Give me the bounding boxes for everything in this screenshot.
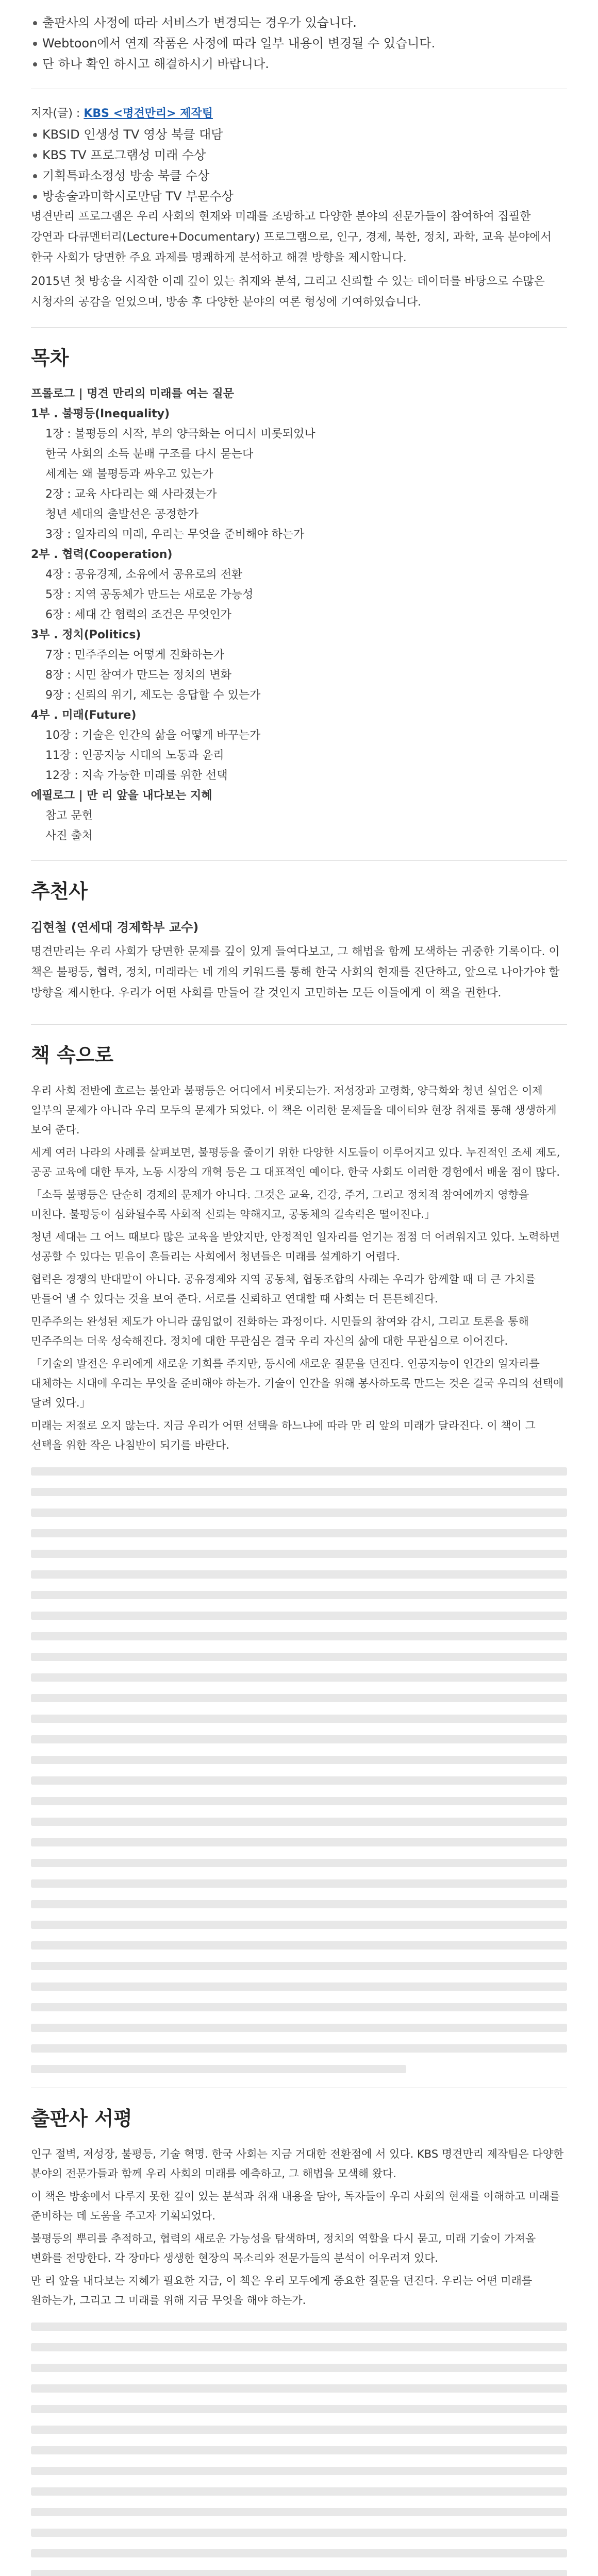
divider <box>31 327 567 328</box>
text-line-placeholder <box>31 2467 567 2475</box>
toc-chapter: 3부 . 정치(Politics) <box>31 629 141 641</box>
text-line-placeholder <box>31 1488 567 1496</box>
toc-entry: 7장 : 민주주의는 어떻게 진화하는가 <box>45 649 224 662</box>
text-line-placeholder <box>31 1694 567 1702</box>
text-line-placeholder <box>31 2487 567 2496</box>
toc-entry: 4장 : 공유경제, 소유에서 공유로의 전환 <box>45 568 243 581</box>
text-line-placeholder <box>31 1797 567 1805</box>
toc-entry: 9장 : 신뢰의 위기, 제도는 응답할 수 있는가 <box>45 689 261 702</box>
text-line-placeholder <box>31 1673 567 1682</box>
text-line-placeholder <box>31 1529 567 1537</box>
text-line-placeholder <box>31 2570 567 2576</box>
toc-entry: 6장 : 세대 간 협력의 조건은 무엇인가 <box>45 608 231 621</box>
book-detail-page <box>31 0 567 2576</box>
notice-item: Webtoon에서 연재 작품은 사정에 따라 일부 내용이 변경될 수 있습니다. <box>31 33 567 54</box>
author-label: 저자(글) <box>31 107 73 120</box>
excerpt-continued-text <box>31 1467 567 2073</box>
excerpt-paragraph: 세계 여러 나라의 사례를 살펴보면, 불평등을 줄이기 위한 다양한 시도들이 이루어지고 있다. 누진적인 조세 제도, 공공 교육에 대한 투자, 노동 시장의 개혁 등은 그 대표적인 예이다. 한국 사회도 이러한 경험에서 배울 점이 많다. <box>31 1146 560 1178</box>
publisher-review-paragraph: 이 책은 방송에서 다루지 못한 깊이 있는 분석과 취재 내용을 담아, 독자들이 우리 사회의 현재를 이해하고 미래를 준비하는 데 도움을 주고자 기획되었다. <box>31 2190 560 2222</box>
toc-entry: 청년 세대의 출발선은 공정한가 <box>45 508 199 521</box>
text-line-placeholder <box>31 1467 567 1476</box>
toc-title: 목차 <box>31 347 69 369</box>
text-line-placeholder <box>31 2384 567 2393</box>
toc-entry: 세계는 왜 불평등과 싸우고 있는가 <box>45 468 213 481</box>
award-item: 방송술과미학시로만담 TV 부문수상 <box>31 186 567 207</box>
toc-entry: 5장 : 지역 공동체가 만드는 새로운 가능성 <box>45 588 254 601</box>
text-line-placeholder <box>31 1612 567 1620</box>
text-line-placeholder <box>31 1838 567 1846</box>
divider <box>31 860 567 861</box>
text-line-placeholder <box>31 1715 567 1723</box>
text-line-placeholder <box>31 1756 567 1764</box>
author-section <box>31 104 567 313</box>
text-line-placeholder <box>31 1570 567 1579</box>
text-line-placeholder <box>31 1550 567 1558</box>
publisher-review-continued-text <box>31 2323 567 2576</box>
text-line-placeholder <box>31 2024 567 2032</box>
toc-chapter: 4부 . 미래(Future) <box>31 709 137 722</box>
text-line-placeholder <box>31 2364 567 2372</box>
excerpt-section <box>31 1039 567 2073</box>
author-awards-list <box>31 124 567 207</box>
toc-chapter: 프롤로그 | 명견 만리의 미래를 여는 질문 <box>31 387 235 400</box>
notice-item: 출판사의 사정에 따라 서비스가 변경되는 경우가 있습니다. <box>31 12 567 33</box>
text-line-placeholder <box>31 2529 567 2537</box>
text-line-placeholder <box>31 1879 567 1888</box>
text-line-placeholder <box>31 1900 567 1908</box>
toc-entry: 12장 : 지속 가능한 미래를 위한 선택 <box>45 769 228 782</box>
toc-chapter: 2부 . 협력(Cooperation) <box>31 548 173 561</box>
author-name-link[interactable]: KBS <명견만리> 제작팀 <box>84 107 213 120</box>
text-line-placeholder <box>31 1921 567 1929</box>
text-line-placeholder <box>31 1735 567 1743</box>
text-line-placeholder <box>31 2343 567 2351</box>
award-item: KBSID 인생성 TV 영상 북클 대담 <box>31 124 567 145</box>
toc-entry: 10장 : 기술은 인간의 삶을 어떻게 바꾸는가 <box>45 729 261 742</box>
recommendation-text: 명견만리는 우리 사회가 당면한 문제를 깊이 있게 들여다보고, 그 해법을 함께 모색하는 귀중한 기록이다. 이 책은 불평등, 협력, 정치, 미래라는 네 개의 키워드를 통해 한국 사회의 현재를 진단하고, 앞으로 나아가야 할 방향을 제시한다. 우리가 어떤 사회를 만들어 갈 것인지 고민하는 모든 이들에게 이 책을 권한다. <box>31 945 560 999</box>
excerpt-title: 책 속으로 <box>31 1044 114 1066</box>
toc-entry: 1장 : 불평등의 시작, 부의 양극화는 어디서 비롯되었나 <box>45 428 315 440</box>
text-line-placeholder <box>31 2065 406 2073</box>
text-line-placeholder <box>31 2405 567 2413</box>
text-line-placeholder <box>31 2508 567 2516</box>
text-line-placeholder <box>31 1859 567 1867</box>
excerpt-paragraph: 「소득 불평등은 단순히 경제의 문제가 아니다. 그것은 교육, 건강, 주거, 그리고 정치적 참여에까지 영향을 미친다. 불평등이 심화될수록 사회적 신뢰는 약해지고, 공동체의 결속력은 떨어진다.」 <box>31 1189 529 1221</box>
divider <box>31 1024 567 1025</box>
author-description: 2015년 첫 방송을 시작한 이래 깊이 있는 취재와 분석, 그리고 신뢰할 수 있는 데이터를 바탕으로 수많은 시청자의 공감을 얻었으며, 방송 후 다양한 분야의 여론 형성에 기여하였습니다. <box>31 275 545 309</box>
text-line-placeholder <box>31 2003 567 2011</box>
text-line-placeholder <box>31 2323 567 2331</box>
recommendation-title: 추천사 <box>31 880 88 903</box>
award-item: KBS TV 프로그램성 미래 수상 <box>31 145 567 165</box>
text-line-placeholder <box>31 2426 567 2434</box>
publisher-review-paragraph: 불평등의 뿌리를 추적하고, 협력의 새로운 가능성을 탐색하며, 정치의 역할을 다시 묻고, 미래 기술이 가져올 변화를 전망한다. 각 장마다 생생한 현장의 목소리와 전문가들의 분석이 어우러져 있다. <box>31 2232 536 2264</box>
notice-item: 단 하나 확인 하시고 해결하시기 바랍니다. <box>31 54 567 74</box>
toc-list <box>31 384 567 846</box>
text-line-placeholder <box>31 1776 567 1785</box>
excerpt-paragraph: 민주주의는 완성된 제도가 아니라 끊임없이 진화하는 과정이다. 시민들의 참여와 감시, 그리고 토론을 통해 민주주의는 더욱 성숙해진다. 정치에 대한 무관심은 결국 우리 자신의 삶에 대한 무관심으로 이어진다. <box>31 1315 529 1347</box>
recommendation-section <box>31 875 567 1004</box>
text-line-placeholder <box>31 1509 567 1517</box>
publisher-review-paragraph: 인구 절벽, 저성장, 불평등, 기술 혁명. 한국 사회는 지금 거대한 전환점에 서 있다. KBS 명견만리 제작팀은 다양한 분야의 전문가들과 함께 우리 사회의 미래를 예측하고, 그 해법을 모색해 왔다. <box>31 2148 564 2180</box>
author-heading: 저자(글) : KBS <명견만리> 제작팀 <box>31 107 213 120</box>
toc-entry: 11장 : 인공지능 시대의 노동과 윤리 <box>45 749 224 762</box>
text-line-placeholder <box>31 1962 567 1970</box>
publisher-review-section <box>31 2103 567 2576</box>
text-line-placeholder <box>31 1982 567 1991</box>
toc-entry: 3장 : 일자리의 미래, 우리는 무엇을 준비해야 하는가 <box>45 528 305 541</box>
excerpt-paragraph: 「기술의 발전은 우리에게 새로운 기회를 주지만, 동시에 새로운 질문을 던진다. 인공지능이 인간의 일자리를 대체하는 시대에 우리는 무엇을 준비해야 하는가. 기술이 인간을 위해 봉사하도록 만드는 것은 결국 우리의 선택에 달려 있다.」 <box>31 1358 564 1409</box>
toc-section <box>31 342 567 846</box>
notice-list <box>31 12 567 74</box>
author-description: 명견만리 프로그램은 우리 사회의 현재와 미래를 조망하고 다양한 분야의 전문가들이 참여하여 집필한 강연과 다큐멘터리(Lecture+Documentary) 프로그램으로, 인구, 경제, 북한, 정치, 과학, 교육 분야에서 한국 사회가 당면한 주요 과제를 명쾌하게 분석하고 해결 방향을 제시합니다. <box>31 210 552 264</box>
toc-chapter: 1부 . 불평등(Inequality) <box>31 408 170 420</box>
text-line-placeholder <box>31 2549 567 2557</box>
excerpt-paragraph: 청년 세대는 그 어느 때보다 많은 교육을 받았지만, 안정적인 일자리를 얻기는 점점 더 어려워지고 있다. 노력하면 성공할 수 있다는 믿음이 흔들리는 사회에서 청년들은 미래를 설계하기 어렵다. <box>31 1231 560 1263</box>
excerpt-paragraph: 미래는 저절로 오지 않는다. 지금 우리가 어떤 선택을 하느냐에 따라 만 리 앞의 미래가 달라진다. 이 책이 그 선택을 위한 작은 나침반이 되기를 바란다. <box>31 1419 536 1451</box>
toc-entry: 참고 문헌 <box>45 809 93 822</box>
text-line-placeholder <box>31 1818 567 1826</box>
text-line-placeholder <box>31 1632 567 1640</box>
text-line-placeholder <box>31 2446 567 2454</box>
text-line-placeholder <box>31 1591 567 1599</box>
publisher-review-paragraph: 만 리 앞을 내다보는 지혜가 필요한 지금, 이 책은 우리 모두에게 중요한 질문을 던진다. 우리는 어떤 미래를 원하는가, 그리고 그 미래를 위해 지금 무엇을 해야 하는가. <box>31 2275 533 2307</box>
excerpt-paragraph: 우리 사회 전반에 흐르는 불안과 불평등은 어디에서 비롯되는가. 저성장과 고령화, 양극화와 청년 실업은 이제 일부의 문제가 아니라 우리 모두의 문제가 되었다. 이 책은 이러한 문제들을 데이터와 현장 취재를 통해 생생하게 보여 준다. <box>31 1084 557 1136</box>
toc-entry: 한국 사회의 소득 분배 구조를 다시 묻는다 <box>45 448 254 461</box>
award-item: 기획특파소정성 방송 북클 수상 <box>31 165 567 186</box>
text-line-placeholder <box>31 2044 567 2053</box>
recommender-name: 김현철 (연세대 경제학부 교수) <box>31 920 199 935</box>
toc-entry: 8장 : 시민 참여가 만드는 정치의 변화 <box>45 669 231 682</box>
toc-chapter: 에필로그 | 만 리 앞을 내다보는 지혜 <box>31 789 212 802</box>
toc-entry: 2장 : 교육 사다리는 왜 사라졌는가 <box>45 488 217 501</box>
excerpt-paragraph: 협력은 경쟁의 반대말이 아니다. 공유경제와 지역 공동체, 협동조합의 사례는 우리가 함께할 때 더 큰 가치를 만들어 낼 수 있다는 것을 보여 준다. 서로를 신뢰하고 연대할 때 사회는 더 튼튼해진다. <box>31 1273 536 1305</box>
publisher-review-title: 출판사 서평 <box>31 2107 132 2130</box>
toc-entry: 사진 출처 <box>45 829 93 842</box>
text-line-placeholder <box>31 1941 567 1950</box>
text-line-placeholder <box>31 1653 567 1661</box>
